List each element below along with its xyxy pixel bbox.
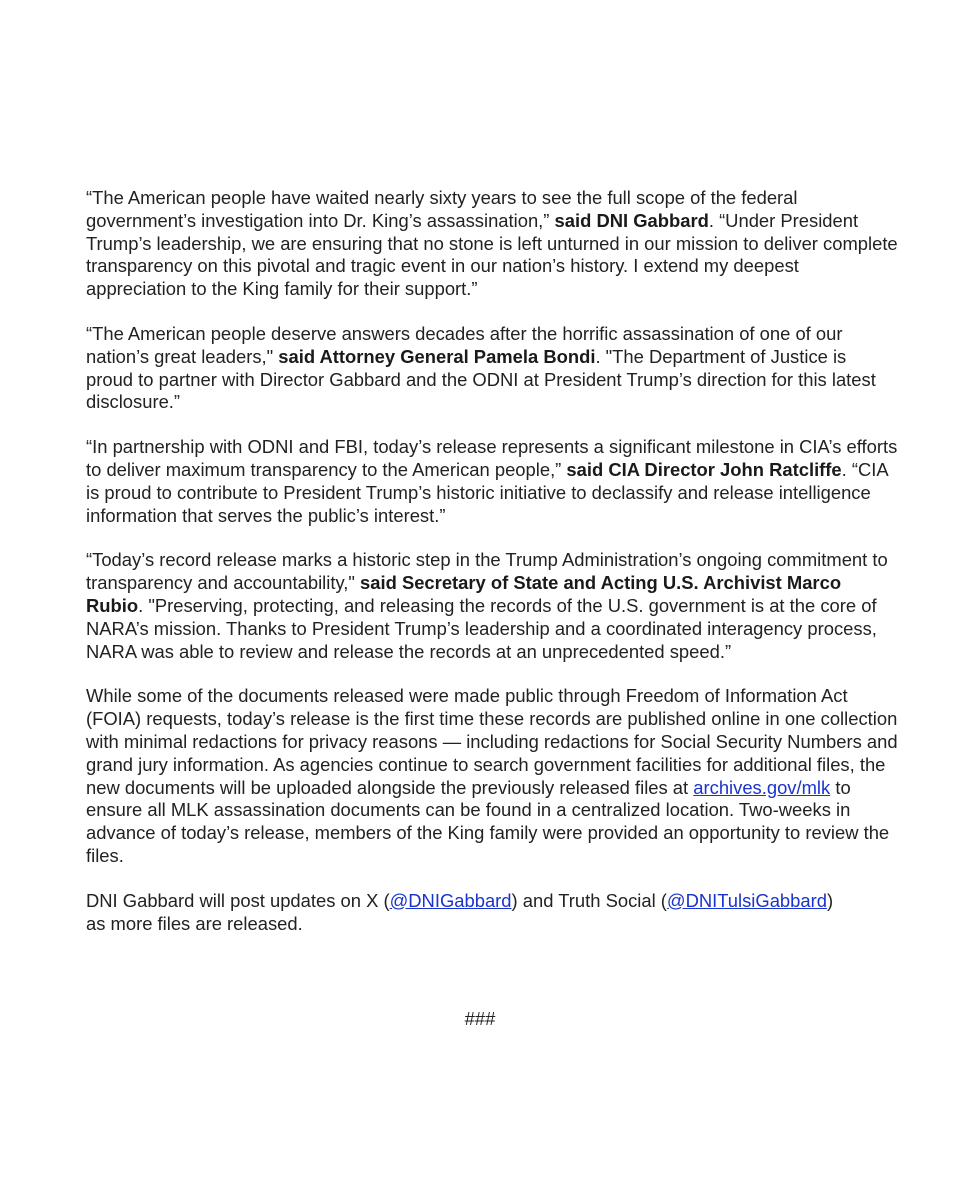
- updates-text: ) and Truth Social (: [511, 889, 667, 911]
- quote-text: . "Preserving, protecting, and releasing the records of the U.S. government is at the core of NARA’s mission. Thanks to President Trump’s leadership and a coordinated interagency process, NARA was able to review and release the records at an unprecedented speed.”: [86, 594, 877, 662]
- updates-paragraph: [86, 890, 898, 936]
- quote-text: . “CIA is proud to contribute to President Trump’s historic initiative to declassify and release intelligence information that serves the public’s interest.”: [86, 458, 888, 526]
- updates-text: as more files are released.: [86, 912, 303, 934]
- quote-text: . “Under President Trump’s leadership, we are ensuring that no stone is left unturned in our mission to deliver complete transparency on this pivotal and tragic event in our nation’s history. I extend my deepest appreciation to the King family for their support.”: [86, 209, 898, 300]
- quote-text: . "The Department of Justice is proud to partner with Director Gabbard and the ODNI at President Trump’s direction for this latest disclosure.”: [86, 345, 876, 413]
- quote-text: “In partnership with ODNI and FBI, today’s release represents a significant milestone in CIA’s efforts to deliver maximum transparency to the American people,”: [86, 436, 898, 480]
- records-paragraph: [86, 685, 898, 867]
- records-text: to ensure all MLK assassination documents can be found in a centralized location. Two-weeks in advance of today’s release, members of the King family were provided an opportunity to review the files.: [86, 776, 890, 866]
- x-handle-link[interactable]: @DNIGabbard: [389, 889, 512, 911]
- quote-text: “Today’s record release marks a historic step in the Trump Administration’s ongoing commitment to transparency and accountability,": [86, 549, 888, 594]
- records-text: While some of the documents released were made public through Freedom of Information Act (FOIA) requests, today’s release is the first time these records are published online in one collection with minimal redactions for privacy reasons — including redactions for Social Security Numbers and grand jury information. As agencies continue to search government facilities for additional files, the new documents will be uploaded alongside the previously released files at: [86, 685, 898, 798]
- quote-paragraph-gabbard: [86, 187, 898, 301]
- press-release-body: [86, 187, 898, 957]
- quote-text: “The American people deserve answers decades after the horrific assassination of one of our nation’s great leaders,": [86, 322, 843, 367]
- quote-paragraph-bondi: [86, 323, 898, 414]
- updates-text: DNI Gabbard will post updates on X (: [86, 889, 390, 911]
- speaker-attribution: said DNI Gabbard: [554, 209, 709, 231]
- speaker-attribution: said Attorney General Pamela Bondi: [278, 345, 596, 367]
- quote-paragraph-ratcliffe: [86, 436, 898, 527]
- speaker-attribution: said CIA Director John Ratcliffe: [566, 458, 842, 480]
- end-of-release-mark: ###: [464, 1008, 496, 1029]
- quote-text: “The American people have waited nearly sixty years to see the full scope of the federal government’s investigation into Dr. King’s assassination,”: [86, 187, 798, 231]
- archives-link[interactable]: archives.gov/mlk: [693, 776, 831, 798]
- quote-paragraph-rubio: [86, 549, 898, 663]
- updates-text: ): [826, 889, 834, 911]
- speaker-attribution: said Secretary of State and Acting U.S. Archivist Marco Rubio: [86, 572, 842, 616]
- truth-social-handle-link[interactable]: @DNITulsiGabbard: [666, 889, 827, 911]
